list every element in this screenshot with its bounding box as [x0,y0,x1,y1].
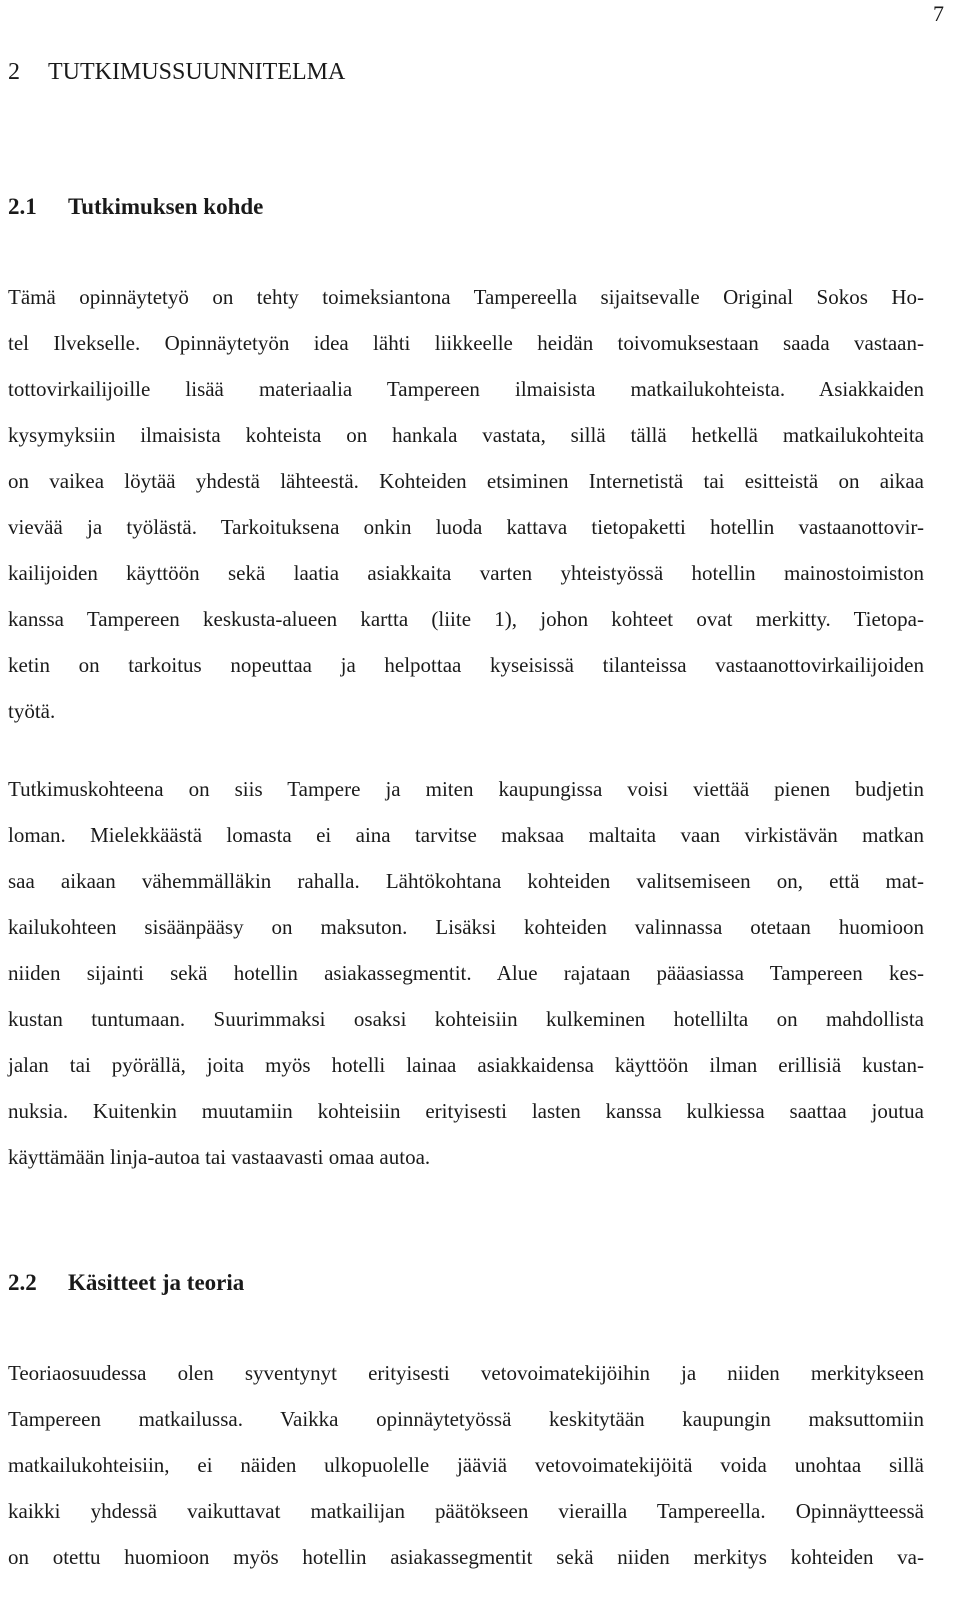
section-number: 2.1 [8,194,37,219]
text-line: kanssa Tampereen keskusta-alueen kartta (liite 1), johon kohteet ovat merkitty. Tietopa- [8,607,924,631]
section-heading-2-2 [8,1266,244,1300]
section-title: Käsitteet ja teoria [68,1270,245,1295]
section-heading-2-1 [8,190,263,224]
text-line: kaikki yhdessä vaikuttavat matkailijan päätökseen vierailla Tampereella. Opinnäytteessä [8,1499,924,1523]
text-line: on otettu huomioon myös hotellin asiakassegmentit sekä niiden merkitys kohteiden va- [8,1545,924,1569]
text-line: Teoriaosuudessa olen syventynyt erityisesti vetovoimatekijöihin ja niiden merkitykseen [8,1361,924,1385]
text-line: Tutkimuskohteena on siis Tampere ja miten kaupungissa voisi viettää pienen budjetin [8,777,924,801]
section-number: 2.2 [8,1270,37,1295]
text-line: vievää ja työlästä. Tarkoituksena onkin luoda kattava tietopaketti hotellin vastaanottovir- [8,515,924,539]
text-line: nuksia. Kuitenkin muutamiin kohteisiin erityisesti lasten kanssa kulkiessa saattaa joutua [8,1099,924,1123]
text-line: loman. Mielekkäästä lomasta ei aina tarvitse maksaa maltaita vaan virkistävän matkan [8,823,924,847]
chapter-title: TUTKIMUSSUUNNITELMA [48,59,346,85]
paragraph-tutkimuksen-kohde-1 [8,274,924,734]
paragraph-kasitteet-ja-teoria [8,1350,924,1580]
text-line: tottovirkailijoille lisää materiaalia Tampereen ilmaisista matkailukohteista. Asiakkaiden [8,377,924,401]
chapter-number: 2 [8,59,20,85]
text-line: niiden sijainti sekä hotellin asiakassegmentit. Alue rajataan pääasiassa Tampereen kes- [8,961,924,985]
text-line: on vaikea löytää yhdestä lähteestä. Kohteiden etsiminen Internetistä tai esitteistä on aikaa [8,469,924,493]
text-line: Tämä opinnäytetyö on tehty toimeksiantona Tampereella sijaitsevalle Original Sokos Ho- [8,285,924,309]
text-line: käyttämään linja-autoa tai vastaavasti omaa autoa. [8,1145,431,1169]
text-line: kailijoiden käyttöön sekä laatia asiakkaita varten yhteistyössä hotellin mainostoimiston [8,561,924,585]
page-number: 7 [933,1,944,26]
text-line: ketin on tarkoitus nopeuttaa ja helpottaa kyseisissä tilanteissa vastaanottovirkailijoiden [8,653,924,677]
paragraph-tutkimuksen-kohde-2 [8,766,924,1180]
text-line: jalan tai pyörällä, joita myös hotelli lainaa asiakkaidensa käyttöön ilman erillisiä kustan- [8,1053,924,1077]
text-line: Tampereen matkailussa. Vaikka opinnäytetyössä keskitytään kaupungin maksuttomiin [8,1407,924,1431]
text-line: kustan tuntumaan. Suurimmaksi osaksi kohteisiin kulkeminen hotellilta on mahdollista [8,1007,924,1031]
text-line: työtä. [8,699,56,723]
section-title: Tutkimuksen kohde [68,194,264,219]
text-line: tel Ilvekselle. Opinnäytetyön idea lähti liikkeelle heidän toivomuksestaan saada vastaan- [8,331,924,355]
text-line: saa aikaan vähemmälläkin rahalla. Lähtökohtana kohteiden valitsemiseen on, että mat- [8,869,924,893]
text-line: kailukohteen sisäänpääsy on maksuton. Lisäksi kohteiden valinnassa otetaan huomioon [8,915,924,939]
text-line: kysymyksiin ilmaisista kohteista on hankala vastata, sillä tällä hetkellä matkailukohteita [8,423,924,447]
chapter-heading [8,54,345,90]
text-line: matkailukohteisiin, ei näiden ulkopuolelle jääviä vetovoimatekijöitä voida unohtaa sillä [8,1453,924,1477]
